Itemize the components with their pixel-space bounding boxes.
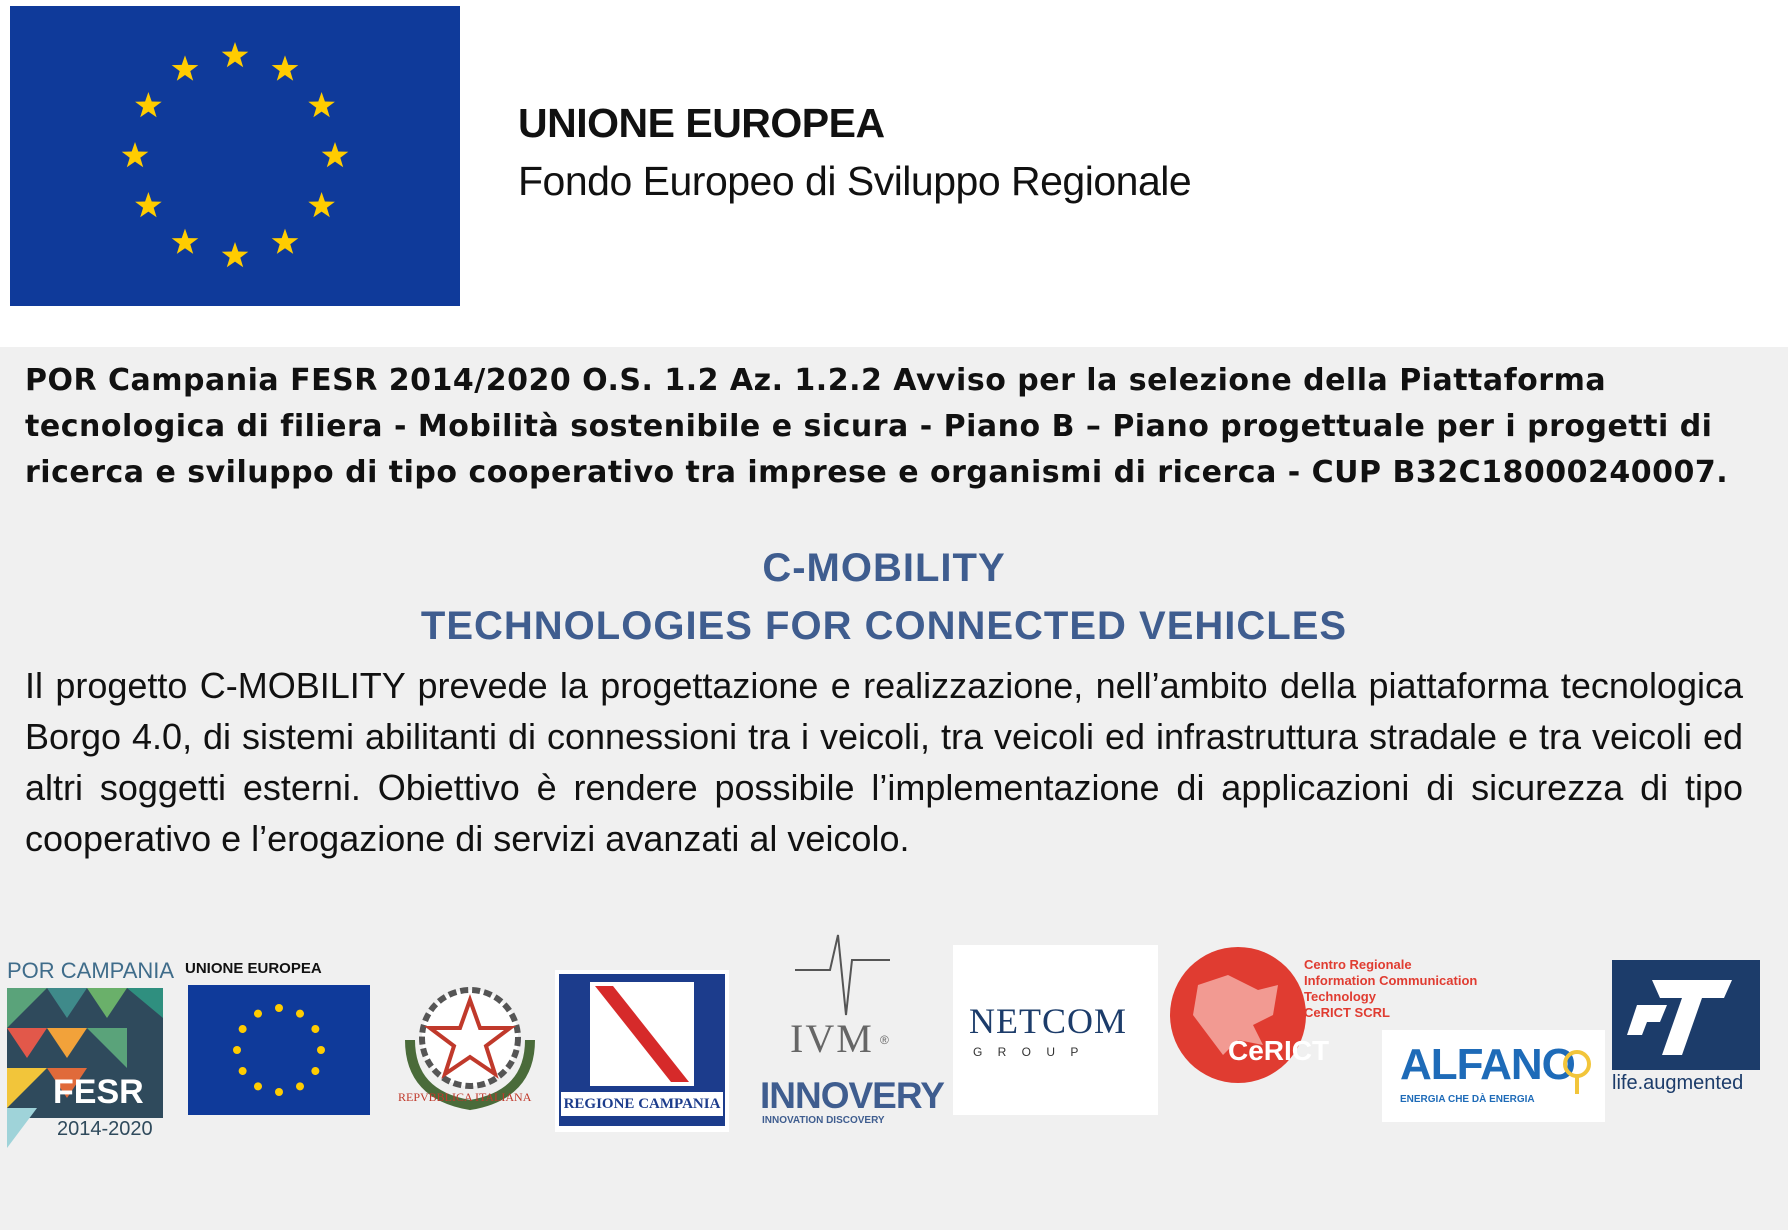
header-section [0,0,1788,345]
regione-label: REGIONE CAMPANIA [561,1092,723,1116]
alfano-tagline: ENERGIA CHE DÀ ENERGIA [1400,1094,1535,1105]
eu-stars-icon [10,6,460,306]
cerict-line3: Technology [1304,989,1376,1004]
cerict-line4: CeRICT SCRL [1304,1005,1390,1020]
repubblica-italiana-emblem [390,970,550,1120]
por-campania-label: POR CAMPANIA [7,958,175,983]
alfano-bulb-icon [1562,1038,1592,1098]
alfano-label: ALFANO [1400,1040,1575,1089]
st-tagline: life.augmented [1612,1072,1744,1094]
cerict-line1: Centro Regionale [1304,957,1412,972]
por-campania-logo [5,958,175,1148]
innovery-tagline: INNOVATION DISCOVERY [762,1115,885,1126]
regione-campania-logo [555,970,729,1132]
innovery-label: INNOVERY [760,1075,944,1116]
cerict-line2: Information Communication [1304,973,1478,988]
program-reference-text: POR Campania FESR 2014/2020 O.S. 1.2 Az. 1.2.2 Avviso per la selezione della Piattaforma tecnologica di filiera - Mobilità sostenibile e sicura - Piano B – Piano progettuale per i progetti di ricerca e sviluppo di tipo cooperativo tra imprese e organismi di ricerca - CUP B32C18000240007. [25,363,1729,490]
ue-small-logo [185,960,370,1120]
netcom-group-label: G R O U P [973,1045,1085,1059]
st-logo [1612,960,1762,1110]
ivm-label: IVM [790,1016,874,1061]
ivm-pulse-icon [790,915,900,1025]
fesr-years-label: 2014-2020 [57,1118,153,1140]
ivm-registered-mark: ® [880,1033,889,1047]
project-description: Il progetto C-MOBILITY prevede la progettazione e realizzazione, nell’ambito della piattaforma tecnologica Borgo 4.0, di sistemi abilitanti di connessioni tra i veicoli, tra veicoli ed infrastruttura stradale e tra veicoli ed altri soggetti esterni. Obiettivo è rendere possibile l’implementazione di applicazioni di sicurezza di tipo cooperativo e l’erogazione di servizi avanzati al veicolo. [25,665,1743,859]
project-name: C-MOBILITY [762,546,1006,590]
st-mark-icon [1612,960,1760,1070]
netcom-logo [953,945,1158,1115]
netcom-label: NETCOM [969,1001,1127,1041]
ue-small-label: UNIONE EUROPEA [185,960,322,977]
header-title: UNIONE EUROPEA [518,100,885,146]
eu-flag-logo [10,6,460,306]
alfano-logo [1382,1030,1605,1122]
eu-flag-small-icon [188,985,370,1115]
ivm-innovery-logo [760,915,950,1130]
project-subtitle: TECHNOLOGIES FOR CONNECTED VEHICLES [420,604,1348,648]
fesr-label: FESR [53,1073,144,1111]
cerict-label: CeRICT [1228,1035,1330,1066]
header-subtitle: Fondo Europeo di Sviluppo Regionale [518,158,1192,204]
repubblica-label: REPVBBLICA ITALIANA [398,1090,532,1104]
